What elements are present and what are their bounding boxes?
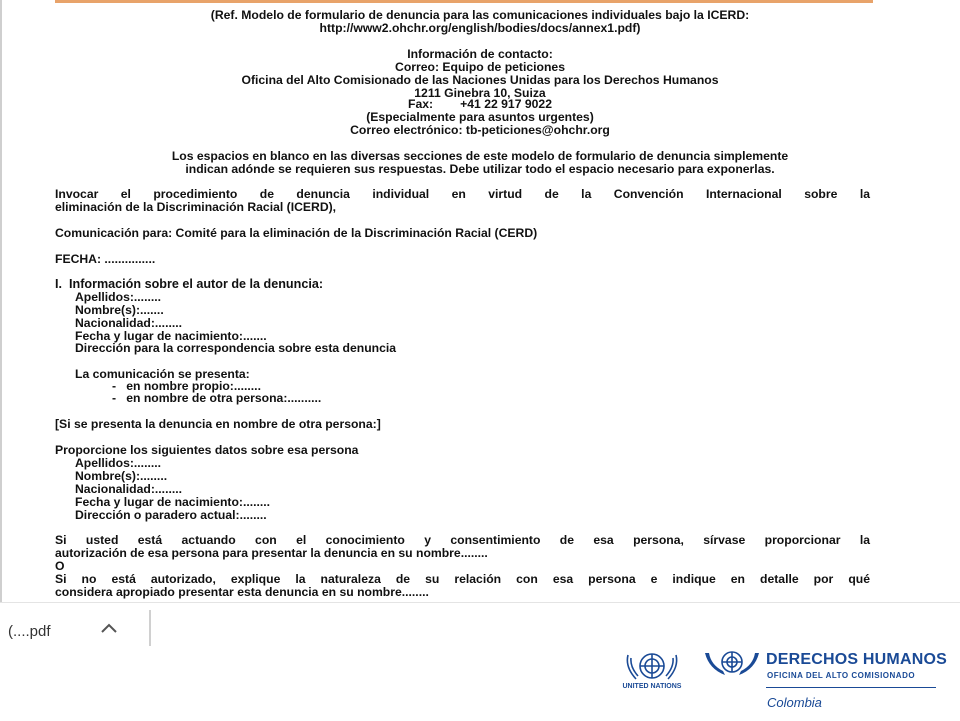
contact-line: Oficina del Alto Comisionado de las Naciones Unidas para los Derechos Humanos	[241, 73, 719, 87]
invoke-line-1: Invocar el procedimiento de denuncia individual en virtud de la Convención Internacional sobre la	[55, 187, 870, 201]
un-label: UNITED NATIONS	[622, 683, 682, 690]
contact-email-line: Correo electrónico: tb-peticiones@ohchr.org	[350, 123, 610, 137]
download-bar	[0, 602, 960, 721]
consent-line-1: Si usted está actuando con el conocimiento y consentimiento de esa persona, sírvase proporcionar la	[55, 533, 870, 547]
presented-label: La comunicación se presenta:	[75, 367, 250, 381]
contact-line: Fax: +41 22 917 9022	[408, 97, 552, 111]
other-person-note: [Si se presenta la denuncia en nombre de otra persona:]	[55, 417, 381, 431]
other-person-field: Apellidos:........	[75, 456, 161, 470]
presented-option: - en nombre de otra persona:..........	[112, 391, 322, 405]
other-person-field: Fecha y lugar de nacimiento:........	[75, 495, 271, 509]
dh-country: Colombia	[767, 695, 822, 710]
blank-note-line-2: indican adónde se requieren sus respuestas. Debe utilizar todo el espacio necesario para exponerlas.	[185, 162, 775, 176]
author-field: Nacionalidad:........	[75, 316, 182, 330]
download-separator	[149, 610, 151, 646]
author-field: Nombre(s):.......	[75, 303, 164, 317]
author-field: Apellidos:........	[75, 290, 161, 304]
page-top-border	[55, 0, 873, 3]
chevron-up-icon[interactable]	[99, 621, 119, 637]
provide-data-label: Proporcione los siguientes datos sobre esa persona	[55, 443, 359, 457]
presented-option: - en nombre propio:........	[112, 379, 261, 393]
communication-to: Comunicación para: Comité para la eliminación de la Discriminación Racial (CERD)	[55, 226, 538, 240]
contact-line: (Especialmente para asuntos urgentes)	[366, 110, 594, 124]
other-person-field: Dirección o paradero actual:........	[75, 508, 267, 522]
dh-title: DERECHOS HUMANOS	[766, 651, 947, 668]
unauthorized-line-1: Si no está autorizado, explique la naturaleza de su relación con esa persona e indique en detalle por qué	[55, 572, 870, 586]
other-person-field: Nombre(s):........	[75, 469, 168, 483]
reference-line-1: (Ref. Modelo de formulario de denuncia para las comunicaciones individuales bajo la ICERD:	[210, 8, 750, 22]
or-label: O	[55, 559, 65, 573]
date-field: FECHA: ...............	[55, 252, 156, 266]
human-rights-hands-icon	[703, 649, 761, 679]
dh-subtitle: OFICINA DEL ALTO COMISIONADO	[767, 671, 916, 680]
unauthorized-line-2: considera apropiado presentar esta denuncia en su nombre........	[55, 585, 429, 599]
contact-heading: Información de contacto:	[407, 47, 553, 61]
author-field: Dirección para la correspondencia sobre esta denuncia	[75, 341, 397, 355]
download-file-name[interactable]: (....pdf	[8, 623, 51, 640]
blank-note-line-1: Los espacios en blanco en las diversas secciones de este modelo de formulario de denuncia simplemente	[171, 149, 789, 163]
dh-divider	[766, 687, 936, 688]
other-person-field: Nacionalidad:........	[75, 482, 182, 496]
invoke-line-2: eliminación de la Discriminación Racial (ICERD),	[55, 200, 337, 214]
consent-line-2: autorización de esa persona para presentar la denuncia en su nombre........	[55, 546, 488, 560]
contact-line: Correo: Equipo de peticiones	[395, 60, 565, 74]
contact-line: 1211 Ginebra 10, Suiza	[414, 86, 546, 100]
section-1-heading: I. Información sobre el autor de la denuncia:	[55, 277, 324, 291]
author-field: Fecha y lugar de nacimiento:.......	[75, 329, 267, 343]
reference-line-2: http://www2.ohchr.org/english/bodies/docs/annex1.pdf)	[319, 21, 641, 35]
